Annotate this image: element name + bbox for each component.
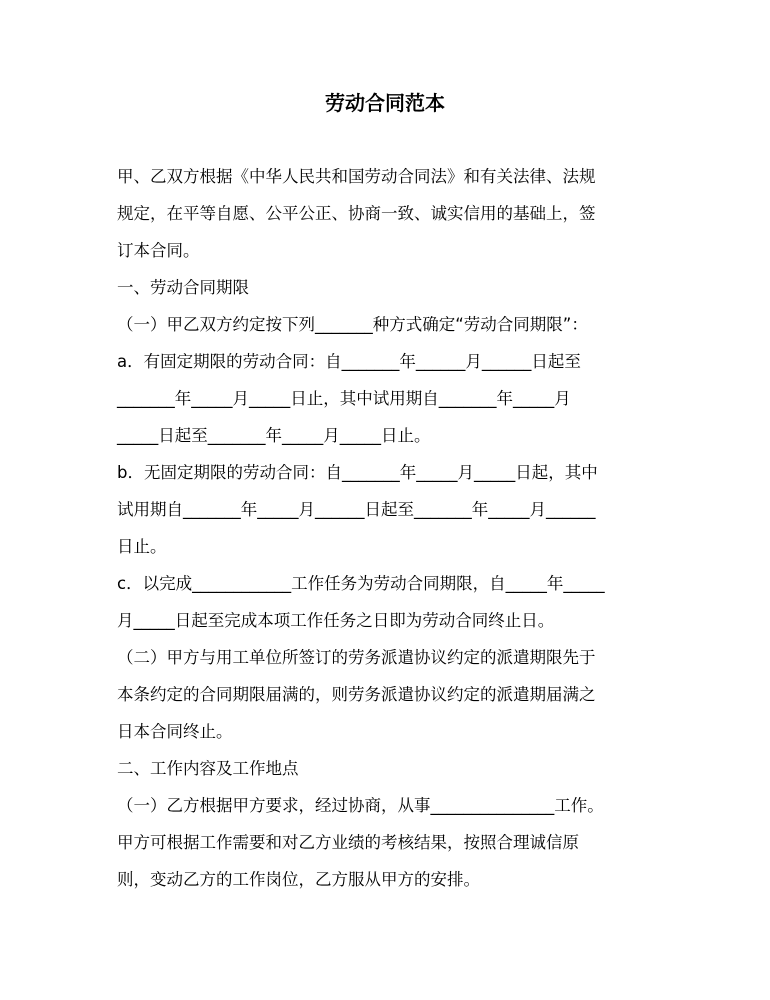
paragraph-line: a．有固定期限的劳动合同：自_______年______月______日起至: [117, 352, 581, 371]
paragraph-line: _______年_____月_____日止，其中试用期自_______年_____月: [117, 389, 571, 408]
paragraph-line: 试用期自_______年_____月______日起至_______年_____月______: [117, 500, 596, 519]
paragraph-line: 日止。: [117, 537, 167, 556]
paragraph-line: 本条约定的合同期限届满的，则劳务派遣协议约定的派遣期届满之: [117, 685, 596, 704]
paragraph-line: 订本合同。: [117, 241, 200, 260]
paragraph-line: 规定，在平等自愿、公平公正、协商一致、诚实信用的基础上，签: [117, 204, 596, 223]
paragraph-line: （一）甲乙双方约定按下列_______种方式确定“劳动合同期限”：: [117, 315, 588, 334]
paragraph-line: 则，变动乙方的工作岗位，乙方服从甲方的安排。: [117, 870, 480, 889]
paragraph-line: b．无固定期限的劳动合同：自_______年_____月_____日起，其中: [117, 463, 598, 482]
paragraph-line: （一）乙方根据甲方要求，经过协商，从事_______________工作。: [117, 796, 604, 815]
section-heading: 二、工作内容及工作地点: [117, 759, 299, 778]
document-title: 劳动合同范本: [325, 91, 445, 115]
paragraph-line: （二）甲方与用工单位所签订的劳务派遣协议约定的派遣期限先于: [117, 648, 596, 667]
paragraph-line: _____日起至_______年_____月_____日止。: [117, 426, 431, 445]
paragraph-line: 月_____日起至完成本项工作任务之日即为劳动合同终止日。: [117, 611, 555, 630]
paragraph-line: 日本合同终止。: [117, 722, 233, 741]
section-heading: 一、劳动合同期限: [117, 278, 249, 297]
paragraph-line: c．以完成____________工作任务为劳动合同期限，自_____年_____: [117, 574, 605, 593]
paragraph-line: 甲方可根据工作需要和对乙方业绩的考核结果，按照合理诚信原: [117, 833, 579, 852]
paragraph-line: 甲、乙双方根据《中华人民共和国劳动合同法》和有关法律、法规: [117, 167, 596, 186]
